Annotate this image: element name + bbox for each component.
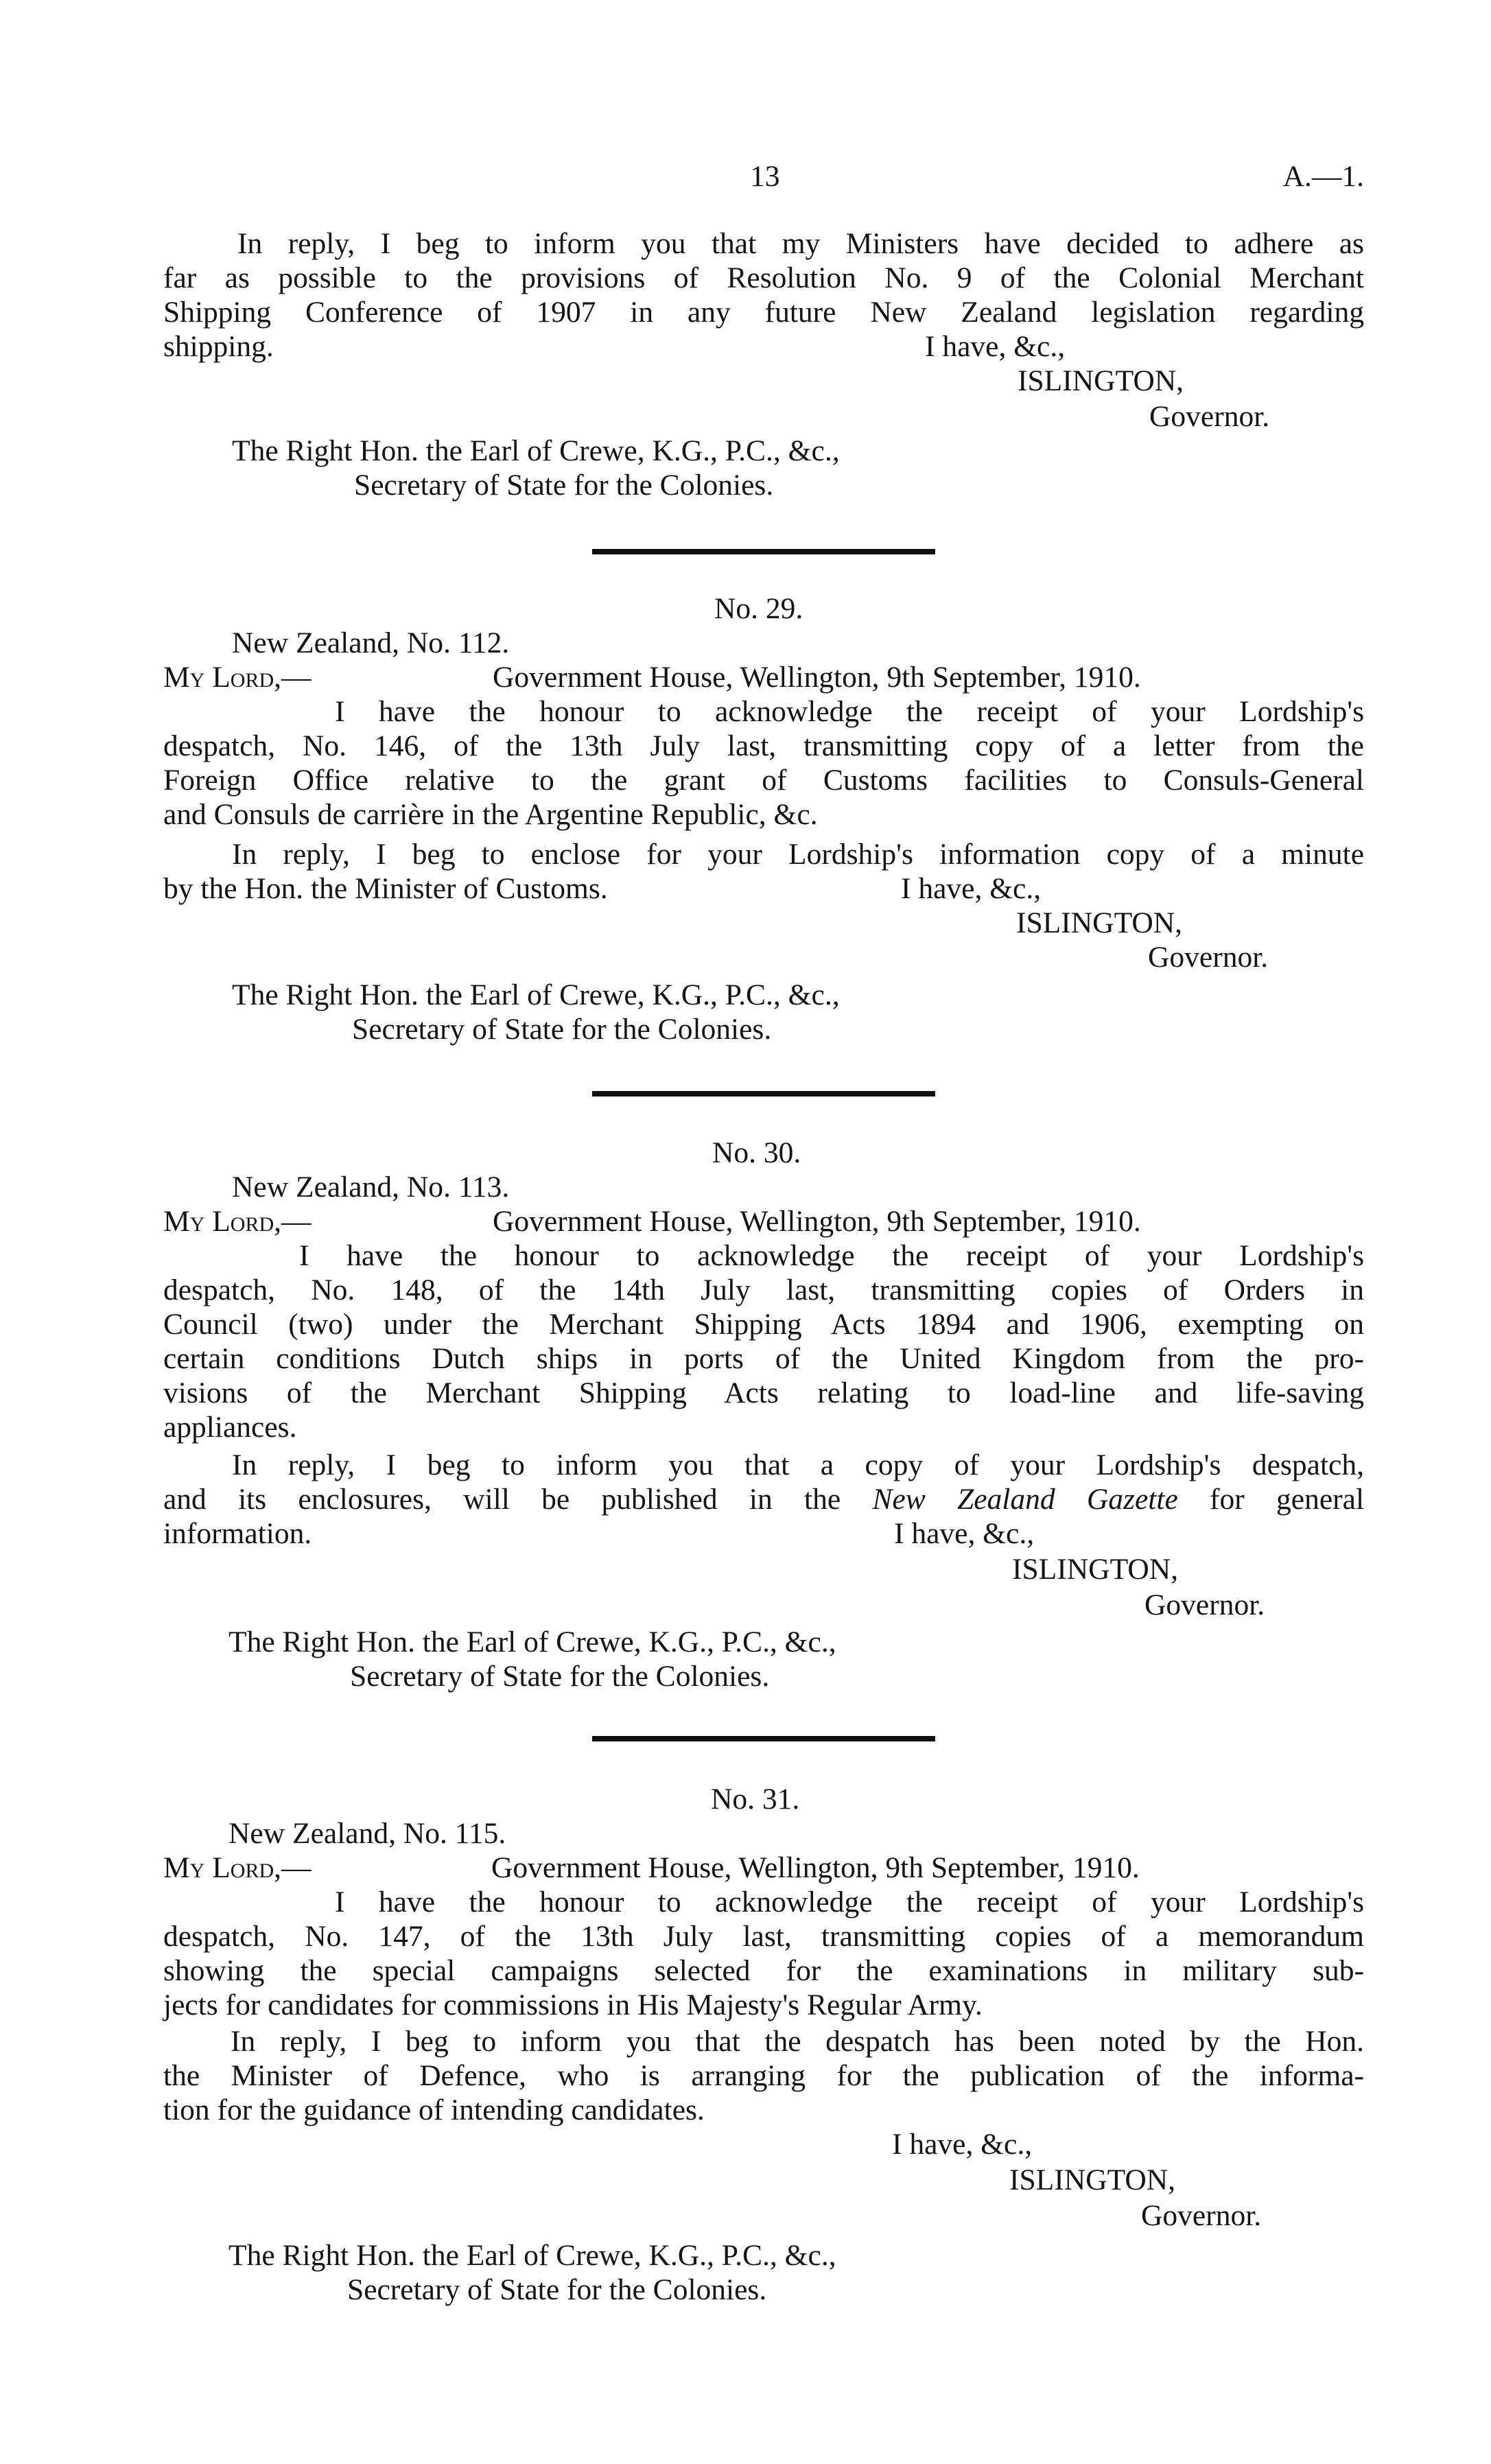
addressee-title: Secretary of State for the Colonies. [354, 469, 774, 502]
despatch-number: No. 29. [714, 592, 803, 625]
gazette-title: New Zealand Gazette [872, 1483, 1178, 1516]
paragraph-line: visions of the Merchant Shipping Acts relating to load-line and life-saving [163, 1376, 1364, 1409]
paragraph-line: showing the special campaigns selected for the examinations in military sub- [163, 1954, 1364, 1987]
paragraph-line: tion for the guidance of intending candidates. [163, 2093, 705, 2126]
salutation: My Lord,— [163, 1851, 312, 1884]
paragraph-line: In reply, I beg to inform you that a copy of your Lordship's despatch, [232, 1448, 1364, 1481]
paragraph-line: far as possible to the provisions of Resolution No. 9 of the Colonial Merchant [163, 261, 1364, 294]
paragraph-line: despatch, No. 146, of the 13th July last, transmitting copy of a letter from the [163, 729, 1364, 762]
paragraph-line: Council (two) under the Merchant Shipping Acts 1894 and 1906, exempting on [163, 1308, 1364, 1341]
addressee: The Right Hon. the Earl of Crewe, K.G., P.C., &c., [228, 1626, 836, 1658]
closing: I have, &c., [925, 330, 1066, 363]
document-page [163, 0, 1364, 2464]
paragraph-line: and Consuls de carrière in the Argentine Republic, &c. [163, 798, 818, 831]
paragraph-line: certain conditions Dutch ships in ports of the United Kingdom from the pro- [163, 1342, 1364, 1375]
signatory-title: Governor. [1144, 1588, 1265, 1621]
text-run: and its enclosures, will be published in the [163, 1483, 841, 1516]
signatory-title: Governor. [1148, 941, 1269, 974]
paragraph-line: In reply, I beg to enclose for your Lordship's information copy of a minute [232, 838, 1364, 871]
paragraph-line: I have the honour to acknowledge the receipt of your Lordship's [335, 695, 1364, 728]
paragraph-line [163, 1482, 1364, 1516]
paragraph-line: despatch, No. 148, of the 14th July last, transmitting copies of Orders in [163, 1274, 1364, 1306]
closing: I have, &c., [894, 1517, 1035, 1550]
paragraph-line: I have the honour to acknowledge the receipt of your Lordship's [299, 1239, 1364, 1272]
addressee-title: Secretary of State for the Colonies. [347, 2273, 767, 2306]
closing: I have, &c., [901, 872, 1042, 905]
signature: ISLINGTON, [1018, 364, 1184, 397]
section-divider [592, 549, 935, 554]
paragraph-line: appliances. [163, 1411, 297, 1444]
page-number: 13 [750, 160, 780, 193]
signature: ISLINGTON, [1012, 1553, 1179, 1586]
section-divider [592, 1091, 935, 1096]
despatch-reference: New Zealand, No. 113. [232, 1171, 510, 1204]
paragraph-line: despatch, No. 147, of the 13th July last, transmitting copies of a memorandum [163, 1920, 1364, 1953]
paragraph-line: In reply, I beg to inform you that my Ministers have decided to adhere as [237, 227, 1364, 260]
salutation: My Lord,— [163, 661, 312, 694]
addressee: The Right Hon. the Earl of Crewe, K.G., P.C., &c., [232, 978, 840, 1011]
addressee: The Right Hon. the Earl of Crewe, K.G., P.C., &c., [228, 2239, 836, 2272]
paragraph-line: information. [163, 1517, 312, 1550]
despatch-number: No. 30. [712, 1136, 801, 1169]
signatory-title: Governor. [1149, 400, 1270, 433]
place-date: Government House, Wellington, 9th September, 1910. [493, 1205, 1141, 1238]
salutation: My Lord,— [163, 1205, 312, 1238]
signature: ISLINGTON, [1016, 906, 1183, 939]
place-date: Government House, Wellington, 9th September, 1910. [493, 661, 1141, 694]
paragraph-line: jects for candidates for commissions in His Majesty's Regular Army. [163, 1988, 983, 2021]
section-divider [592, 1736, 935, 1741]
despatch-reference: New Zealand, No. 115. [228, 1817, 506, 1850]
series-code: A.—1. [1282, 160, 1364, 193]
place-date: Government House, Wellington, 9th September, 1910. [491, 1851, 1140, 1884]
paragraph-line: the Minister of Defence, who is arranging for the publication of the informa- [163, 2059, 1364, 2092]
despatch-reference: New Zealand, No. 112. [232, 626, 510, 659]
paragraph-line: by the Hon. the Minister of Customs. [163, 872, 608, 905]
signature: ISLINGTON, [1009, 2163, 1176, 2196]
paragraph-line: I have the honour to acknowledge the receipt of your Lordship's [335, 1886, 1364, 1919]
addressee-title: Secretary of State for the Colonies. [350, 1660, 770, 1693]
addressee: The Right Hon. the Earl of Crewe, K.G., P.C., &c., [232, 434, 840, 467]
paragraph-line: In reply, I beg to inform you that the despatch has been noted by the Hon. [231, 2025, 1364, 2058]
closing: I have, &c., [892, 2128, 1033, 2161]
paragraph-line: shipping. [163, 330, 274, 363]
text-run: for general [1210, 1483, 1365, 1516]
despatch-number: No. 31. [711, 1783, 800, 1816]
paragraph-line: Shipping Conference of 1907 in any future New Zealand legislation regarding [163, 296, 1364, 329]
addressee-title: Secretary of State for the Colonies. [352, 1013, 772, 1046]
signatory-title: Governor. [1141, 2199, 1262, 2232]
paragraph-line: Foreign Office relative to the grant of Customs facilities to Consuls-General [163, 764, 1364, 797]
